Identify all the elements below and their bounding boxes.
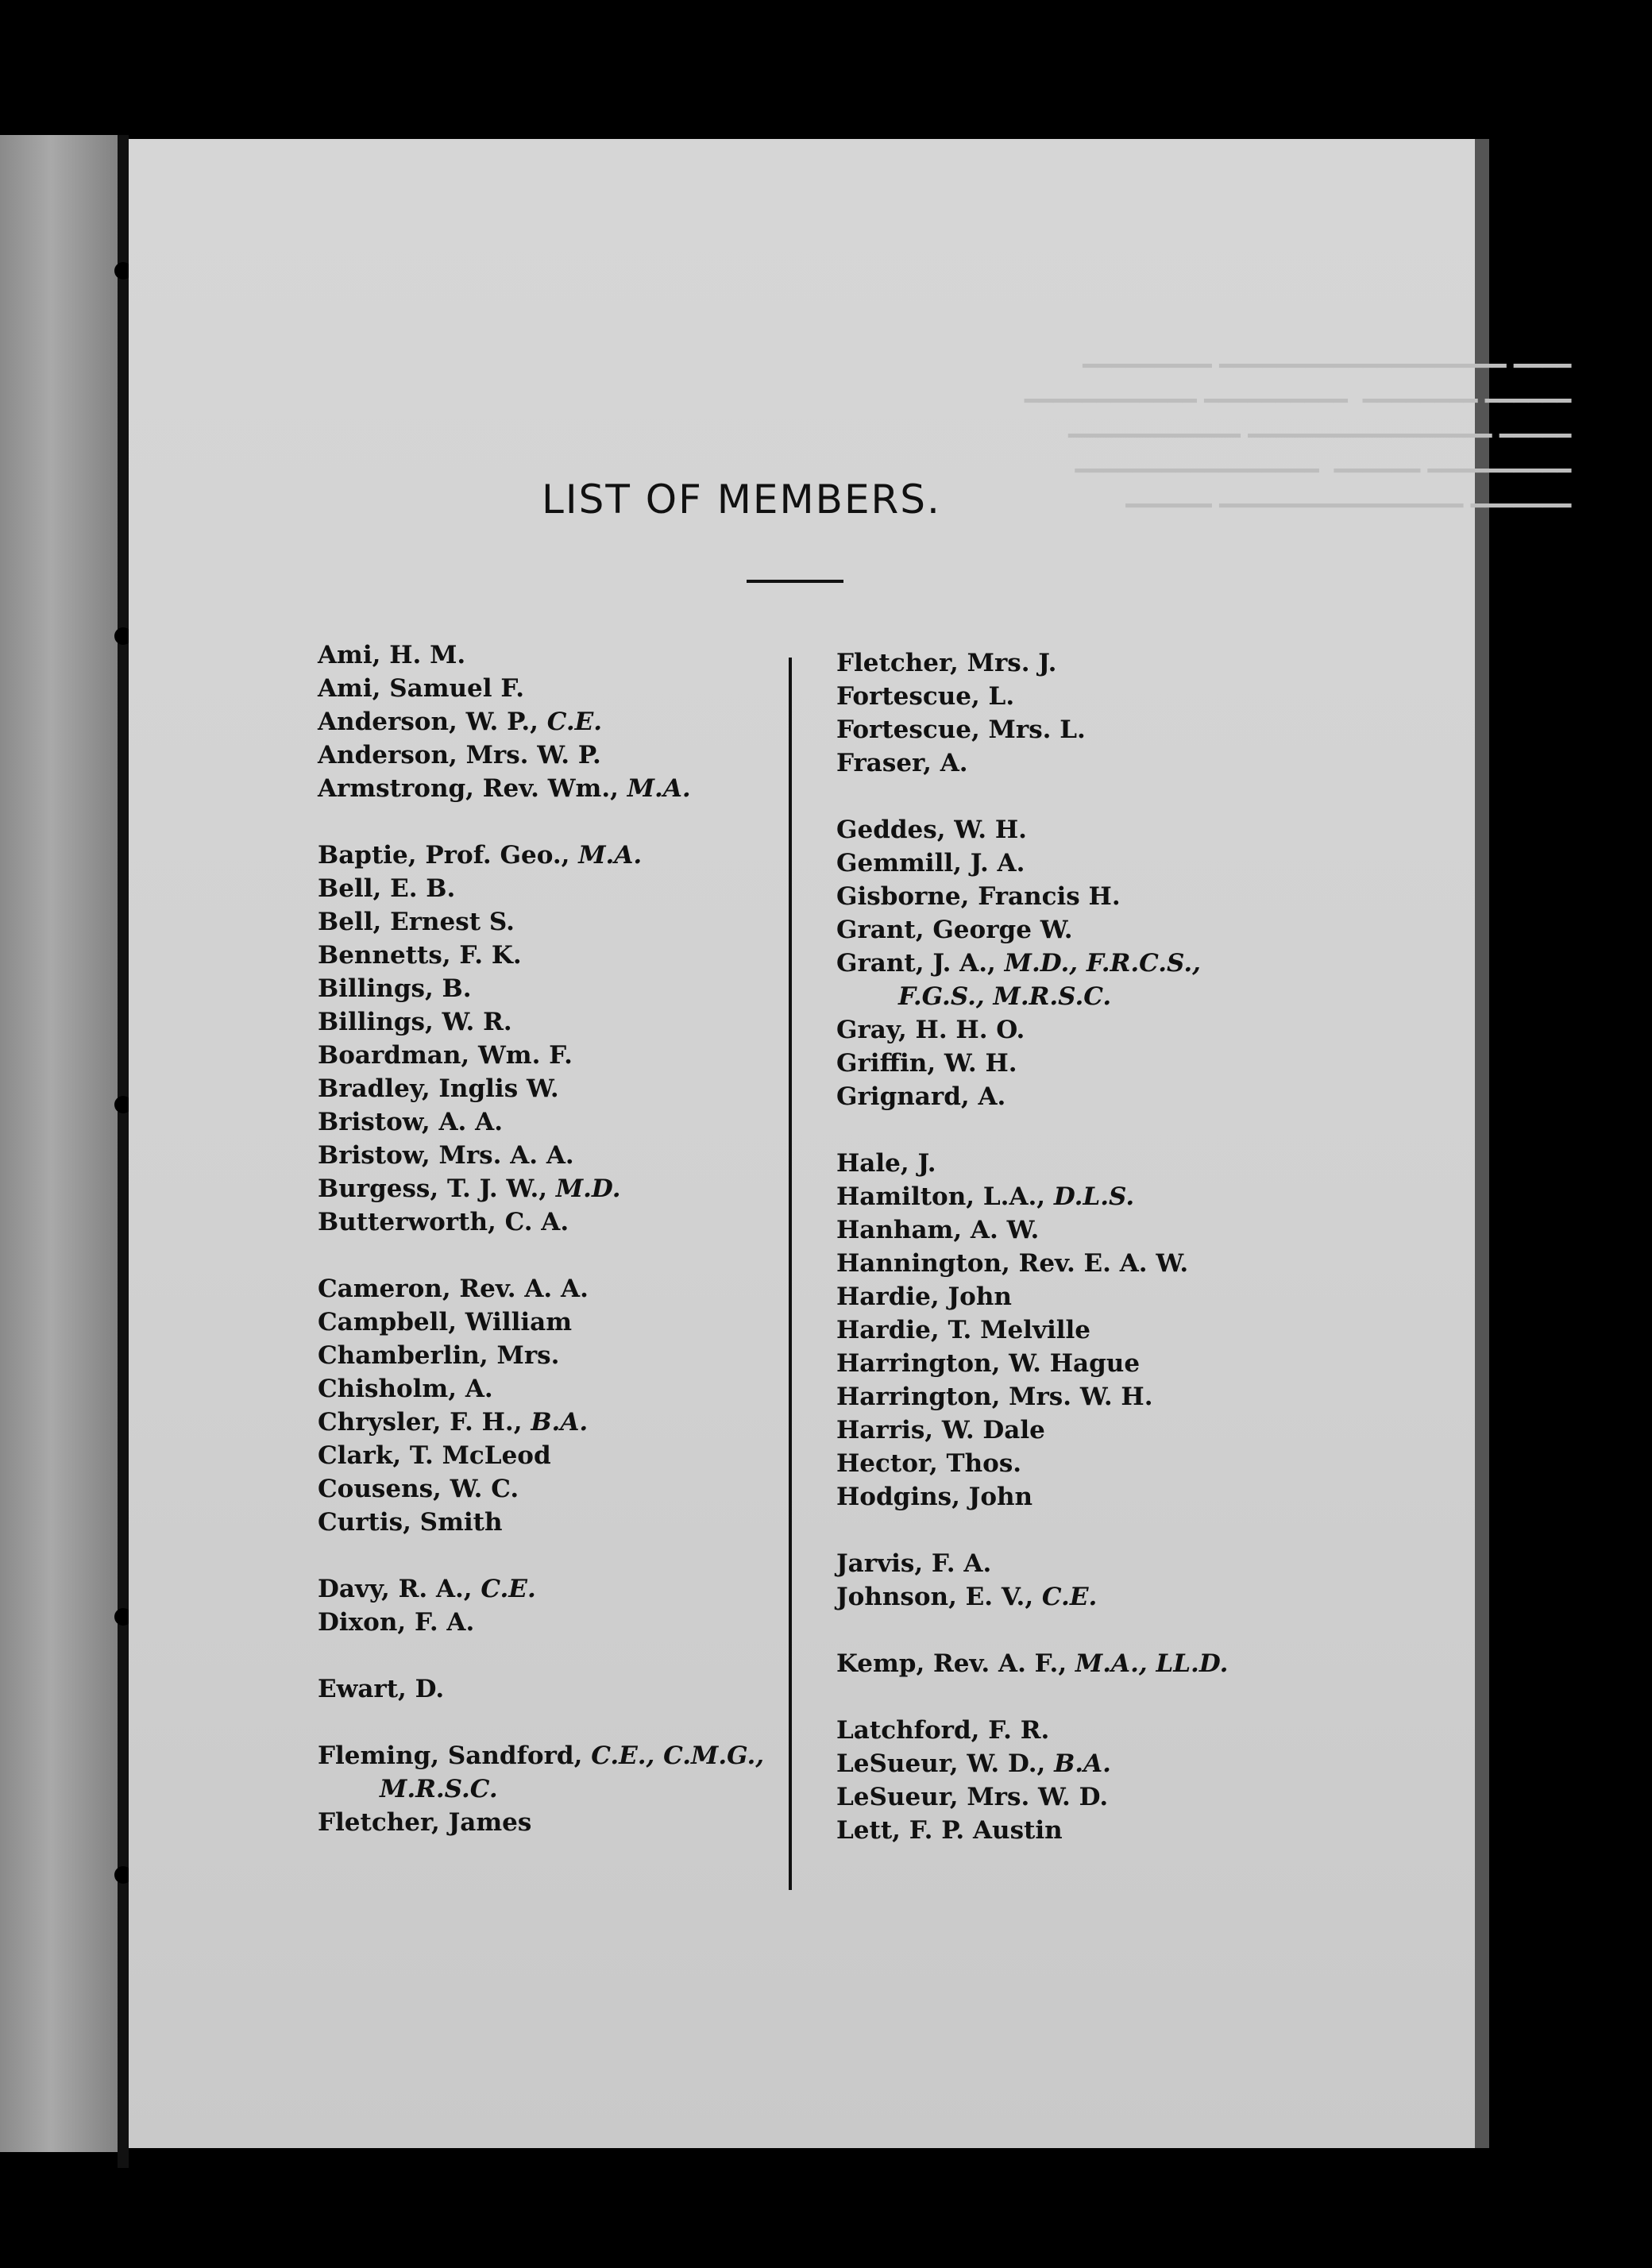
member-name: Hardie, T. Melville	[836, 1316, 1091, 1344]
group-spacer	[836, 1514, 1228, 1547]
member-qualification: C.E., C.M.G.,	[591, 1742, 765, 1770]
group-spacer	[836, 1680, 1228, 1714]
member-entry	[836, 913, 1228, 947]
member-entry-continuation	[836, 980, 1228, 1013]
member-qualification: M.D.	[555, 1174, 621, 1203]
member-entry	[318, 972, 764, 1005]
member-entry	[836, 813, 1228, 847]
page-title: LIST OF MEMBERS.	[542, 476, 941, 523]
member-name: Ami, H. M.	[318, 641, 466, 669]
member-entry	[318, 939, 764, 972]
member-name: Latchford, F. R.	[836, 1716, 1050, 1745]
member-entry	[836, 1013, 1228, 1047]
member-entry	[318, 872, 764, 905]
group-spacer	[836, 780, 1228, 813]
member-entry	[836, 1547, 1228, 1580]
group-spacer	[836, 1113, 1228, 1147]
member-entry	[318, 1372, 764, 1406]
members-column-right	[836, 646, 1228, 1847]
member-entry	[318, 1472, 764, 1506]
member-entry	[836, 1313, 1228, 1347]
book-spine	[118, 135, 129, 2168]
member-name: Hamilton, L.A.,	[836, 1182, 1054, 1211]
member-name: Fletcher, James	[318, 1808, 532, 1837]
member-name: Cameron, Rev. A. A.	[318, 1275, 589, 1303]
member-name: Chisholm, A.	[318, 1375, 493, 1403]
member-entry	[836, 947, 1228, 980]
member-entry	[836, 1480, 1228, 1514]
member-entry	[836, 646, 1228, 680]
member-entry	[318, 1005, 764, 1039]
member-name: Burgess, T. J. W.,	[318, 1174, 556, 1203]
member-name: Bennetts, F. K.	[318, 941, 522, 970]
member-name: Curtis, Smith	[318, 1508, 503, 1537]
group-spacer	[318, 805, 764, 839]
member-name: Fortescue, Mrs. L.	[836, 716, 1086, 744]
member-name: Hale, J.	[836, 1149, 936, 1178]
member-entry	[836, 1247, 1228, 1280]
group-spacer	[318, 1239, 764, 1272]
member-entry	[318, 839, 764, 872]
member-entry	[318, 1806, 764, 1839]
group-spacer	[318, 1639, 764, 1672]
member-entry	[318, 739, 764, 772]
member-name: Harrington, Mrs. W. H.	[836, 1383, 1153, 1411]
member-name: Jarvis, F. A.	[836, 1549, 992, 1578]
member-name: Gemmill, J. A.	[836, 849, 1025, 878]
member-entry	[318, 672, 764, 705]
member-name: Hanham, A. W.	[836, 1216, 1040, 1244]
column-divider	[789, 658, 792, 1890]
member-name: Fortescue, L.	[836, 682, 1015, 711]
member-name: Campbell, William	[318, 1308, 573, 1336]
member-name: LeSueur, W. D.,	[836, 1749, 1055, 1778]
member-entry	[318, 705, 764, 739]
member-name: Hodgins, John	[836, 1483, 1033, 1511]
member-name: Butterworth, C. A.	[318, 1208, 569, 1236]
group-spacer	[836, 1614, 1228, 1647]
member-name: Gray, H. H. O.	[836, 1016, 1025, 1044]
member-entry	[318, 1606, 764, 1639]
member-name: Anderson, W. P.,	[318, 708, 547, 736]
member-name: Chrysler, F. H.,	[318, 1408, 531, 1437]
member-qualification: M.D., F.R.C.S.,	[1004, 949, 1201, 978]
member-entry	[836, 1414, 1228, 1447]
member-name: Bristow, Mrs. A. A.	[318, 1141, 574, 1170]
member-qualification: M.A., LL.D.	[1075, 1649, 1229, 1678]
member-name: Bell, Ernest S.	[318, 908, 515, 936]
member-name: Grant, J. A.,	[836, 949, 1005, 978]
member-entry	[318, 1672, 764, 1706]
member-name: Clark, T. McLeod	[318, 1441, 551, 1470]
member-name: Davy, R. A.,	[318, 1575, 481, 1603]
member-entry	[836, 1180, 1228, 1213]
member-name: Ewart, D.	[318, 1675, 445, 1703]
member-name: Griffin, W. H.	[836, 1049, 1017, 1078]
member-name: Bradley, Inglis W.	[318, 1074, 559, 1103]
member-entry	[836, 1580, 1228, 1614]
member-name: Harrington, W. Hague	[836, 1349, 1141, 1378]
member-name: Hardie, John	[836, 1282, 1012, 1311]
member-entry	[836, 746, 1228, 780]
member-entry	[836, 1280, 1228, 1313]
member-entry	[318, 1139, 764, 1172]
member-name: Dixon, F. A.	[318, 1608, 475, 1637]
member-entry	[836, 1047, 1228, 1080]
member-entry	[318, 1406, 764, 1439]
member-entry	[318, 1205, 764, 1239]
member-name: Harris, W. Dale	[836, 1416, 1045, 1444]
member-name: LeSueur, Mrs. W. D.	[836, 1783, 1109, 1811]
member-name: Fletcher, Mrs. J.	[836, 649, 1057, 677]
member-entry	[836, 1814, 1228, 1847]
member-entry	[836, 1080, 1228, 1113]
member-qualification: F.G.S., M.R.S.C.	[898, 982, 1112, 1011]
member-entry	[318, 1272, 764, 1306]
member-qualification: C.E.	[546, 708, 603, 736]
member-name: Boardman, Wm. F.	[318, 1041, 573, 1070]
member-entry	[318, 638, 764, 672]
member-name: Bell, E. B.	[318, 874, 456, 903]
member-qualification: D.L.S.	[1053, 1182, 1135, 1211]
member-entry	[836, 880, 1228, 913]
member-entry	[318, 1072, 764, 1105]
member-name: Anderson, Mrs. W. P.	[318, 741, 601, 770]
member-entry	[318, 1306, 764, 1339]
bleed-through-texture: ━━━━ ━━━━━━━━━━━━━━━━━━━━ ━━━━━━━━━ ━━━━━━ ━━━━━━━━ ━━━━━━━━━━ ━━━━━━━━━━━━ ━━━━━ ━━━━━━━━━━━━━━━━━ ━━━━━━━━━━━━ ━━━━━━━━━━ ━━━━━━ ━━━━━━━━━━━━━━━━━ ━━━━━━━ ━━━━━━━━━━━━━━━━━ ━━━━━━	[1025, 353, 1572, 520]
member-entry	[318, 905, 764, 939]
member-name: Chamberlin, Mrs.	[318, 1341, 560, 1370]
member-qualification: B.A.	[1054, 1749, 1111, 1778]
member-name: Lett, F. P. Austin	[836, 1816, 1063, 1845]
member-entry	[318, 772, 764, 805]
member-qualification: M.A.	[578, 841, 643, 870]
member-name: Grignard, A.	[836, 1082, 1006, 1111]
member-entry	[318, 1039, 764, 1072]
facing-page-edge	[0, 135, 127, 2152]
member-qualification: C.E.	[481, 1575, 536, 1603]
member-entry	[836, 1714, 1228, 1747]
member-name: Billings, B.	[318, 974, 472, 1003]
member-entry	[836, 1347, 1228, 1380]
member-entry	[836, 1147, 1228, 1180]
member-entry	[318, 1506, 764, 1539]
member-name: Fleming, Sandford,	[318, 1742, 592, 1770]
member-entry	[836, 1447, 1228, 1480]
member-qualification: B.A.	[531, 1408, 589, 1437]
group-spacer	[318, 1539, 764, 1572]
title-rule	[747, 580, 843, 583]
member-entry	[836, 1213, 1228, 1247]
member-entry	[836, 1747, 1228, 1780]
member-name: Johnson, E. V.,	[836, 1583, 1042, 1611]
members-column-left	[318, 638, 764, 1839]
member-entry	[318, 1439, 764, 1472]
group-spacer	[318, 1706, 764, 1739]
member-qualification: M.R.S.C.	[380, 1775, 498, 1803]
member-name: Hector, Thos.	[836, 1449, 1022, 1478]
member-entry	[836, 1647, 1228, 1680]
member-name: Baptie, Prof. Geo.,	[318, 841, 579, 870]
member-name: Geddes, W. H.	[836, 816, 1027, 844]
member-entry	[836, 847, 1228, 880]
member-name: Grant, George W.	[836, 916, 1073, 944]
member-entry	[318, 1572, 764, 1606]
member-qualification: C.E.	[1041, 1583, 1098, 1611]
member-entry-continuation	[318, 1772, 764, 1806]
member-name: Ami, Samuel F.	[318, 674, 525, 703]
member-name: Fraser, A.	[836, 749, 968, 777]
member-name: Bristow, A. A.	[318, 1108, 503, 1136]
member-entry	[318, 1172, 764, 1205]
member-qualification: M.A.	[627, 774, 691, 803]
member-entry	[836, 713, 1228, 746]
member-name: Billings, W. R.	[318, 1008, 512, 1036]
member-name: Gisborne, Francis H.	[836, 882, 1121, 911]
member-entry	[318, 1739, 764, 1772]
member-name: Armstrong, Rev. Wm.,	[318, 774, 627, 803]
member-entry	[318, 1339, 764, 1372]
member-entry	[836, 680, 1228, 713]
member-name: Cousens, W. C.	[318, 1475, 519, 1503]
member-entry	[318, 1105, 764, 1139]
member-name: Hannington, Rev. E. A. W.	[836, 1249, 1189, 1278]
member-entry	[836, 1380, 1228, 1414]
member-name: Kemp, Rev. A. F.,	[836, 1649, 1075, 1678]
member-entry	[836, 1780, 1228, 1814]
